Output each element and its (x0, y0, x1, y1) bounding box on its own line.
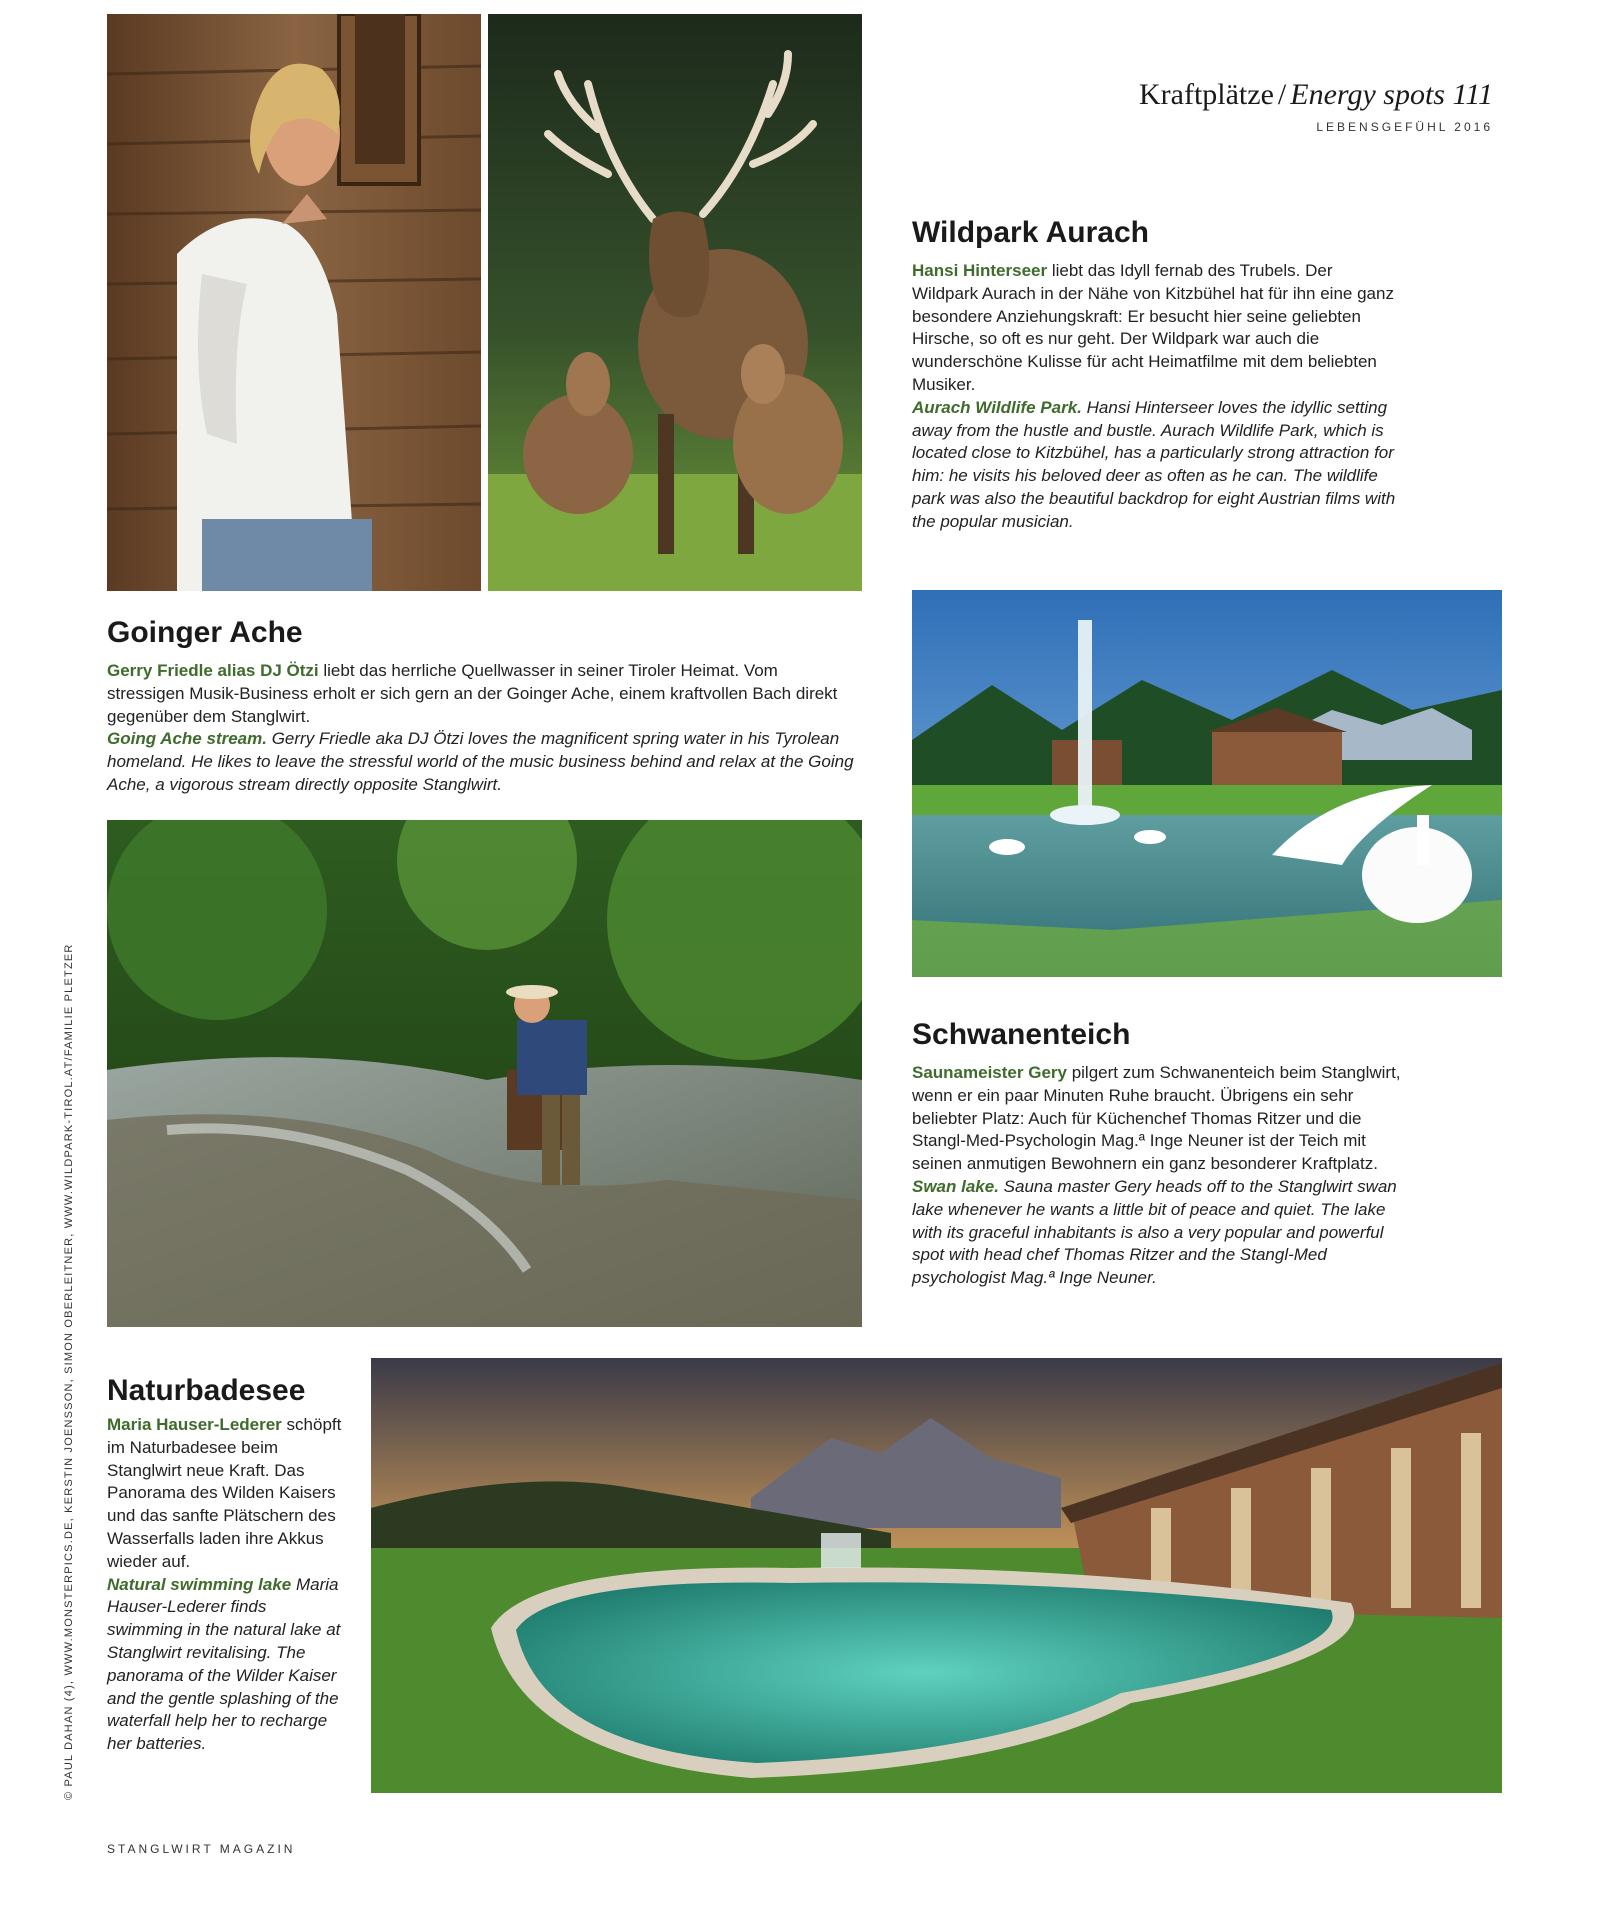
lead-de: Hansi Hinterseer (912, 261, 1048, 280)
page-header (1139, 78, 1493, 134)
text-naturbadesee (107, 1414, 342, 1756)
lead-de: Gerry Friedle alias DJ Ötzi (107, 661, 319, 680)
lead-de: Maria Hauser-Lederer (107, 1415, 282, 1434)
text-schwanenteich (912, 1062, 1402, 1290)
lead-en: Aurach Wildlife Park. (912, 397, 1082, 417)
page-header-title (1139, 78, 1493, 112)
text-goinger-ache (107, 660, 855, 797)
lead-de: Saunameister Gery (912, 1063, 1067, 1082)
page-number: 111 (1452, 78, 1493, 111)
photo-hansi-hinterseer (107, 14, 481, 591)
body-en: Maria Hauser-Lederer finds swimming in the natural lake at Stanglwirt revitalising. The panorama of the Wilder Kaiser and the gentle splashing of the waterfall help her to recharge her batteries. (107, 1574, 341, 1754)
body-de: pilgert zum Schwanenteich beim Stanglwirt, wenn er ein paar Minuten Ruhe braucht. Übrigens ein sehr beliebter Platz: Auch für Küchenchef Thomas Ritzer und die Stangl-Med-Psychologin Mag.ª Inge Neuner ist der Teich mit seinen anmutigen Bewohnern ein ganz besonderer Kraftplatz. (912, 1063, 1401, 1174)
body-de: liebt das herrliche Quellwasser in seiner Tiroler Heimat. Vom stressigen Musik-Business erholt er sich gern an der Goinger Ache, einem kraftvollen Bach direkt gegenüber dem Stanglwirt. (107, 661, 838, 726)
section-naturbadesee (107, 1374, 342, 1756)
body-en: Gerry Friedle aka DJ Ötzi loves the magnificent spring water in his Tyrolean homeland. He likes to leave the stressful world of the music business behind and relax at the Going Ache, a vigorous stream directly opposite Stanglwirt. (107, 729, 854, 794)
photo-swan-lake (912, 590, 1502, 977)
body-en: Sauna master Gery heads off to the Stanglwirt swan lake whenever he wants a little bit of peace and quiet. The lake with its graceful inhabitants is also a very popular and powerful spot with head chef Thomas Ritzer and the Stangl-Med psychologist Mag.ª Inge Neuner. (912, 1176, 1397, 1288)
header-title-en: Energy spots (1290, 78, 1445, 111)
heading-goinger-ache: Goinger Ache (107, 616, 303, 649)
header-separator: / (1277, 78, 1287, 111)
lead-en: Swan lake. (912, 1176, 999, 1196)
photo-credit: © PAUL DAHAN (4), WWW.MONSTERPICS.DE, KERSTIN JOENSSON, SIMON OBERLEITNER, WWW.WILDPARK-TIROL.AT/FAMILIE PLETZER (63, 943, 75, 1800)
photo-natural-swimming-lake (371, 1358, 1502, 1793)
section-goinger-ache (107, 616, 855, 797)
lead-en: Going Ache stream. (107, 729, 267, 749)
page-footer: STANGLWIRT MAGAZIN (107, 1842, 296, 1856)
section-schwanenteich (912, 1018, 1402, 1290)
lead-en: Natural swimming lake (107, 1574, 292, 1594)
body-de: schöpft im Naturbadesee beim Stanglwirt neue Kraft. Das Panorama des Wilden Kaisers und das sanfte Plätschern des Wasserfalls laden ihre Akkus wieder auf. (107, 1415, 342, 1571)
header-subtitle: LEBENSGEFÜHL 2016 (1316, 120, 1493, 134)
heading-wildpark-aurach: Wildpark Aurach (912, 216, 1149, 249)
heading-schwanenteich: Schwanenteich (912, 1018, 1131, 1051)
header-title-de: Kraftplätze (1138, 78, 1274, 111)
photo-goinger-ache-stream (107, 820, 862, 1327)
section-wildpark-aurach (912, 216, 1402, 534)
body-de: liebt das Idyll fernab des Trubels. Der Wildpark Aurach in der Nähe von Kitzbühel hat für ihn eine ganz besondere Anziehungskraft: Er besucht hier seine geliebten Hirsche, so oft es nur geht. Der Wildpark war auch die wunderschöne Kulisse für acht Heimatfilme mit dem beliebten Musiker. (912, 261, 1394, 394)
photo-deer-wildpark (488, 14, 862, 591)
body-en: Hansi Hinterseer loves the idyllic setting away from the hustle and bustle. Aurach Wildlife Park, which is located close to Kitzbühel, has a particularly strong attraction for him: he visits his beloved deer as often as he can. The wildlife park was also the beautiful backdrop for eight Austrian films with the popular musician. (912, 397, 1396, 531)
text-wildpark-aurach (912, 260, 1402, 534)
heading-naturbadesee: Naturbadesee (107, 1374, 306, 1407)
